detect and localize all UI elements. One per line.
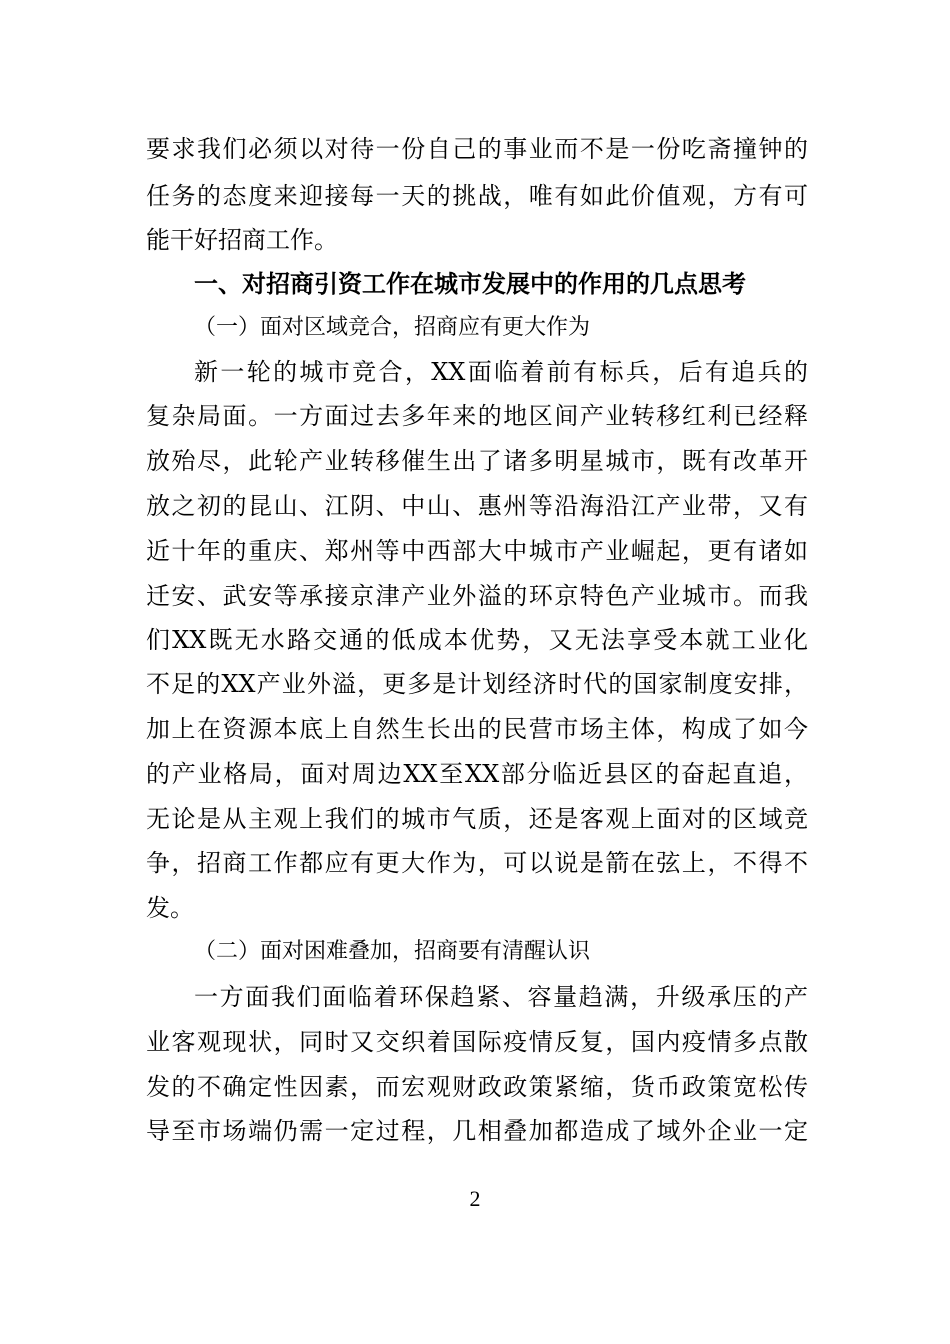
subsection-heading-2: （二）面对困难叠加，招商要有清醒认识 xyxy=(194,939,591,964)
paragraph-line: 发。 xyxy=(146,894,194,922)
paragraph-line: 争，招商工作都应有更大作为，可以说是箭在弦上，不得不 xyxy=(146,849,808,877)
paragraph-line: 能干好招商工作。 xyxy=(146,226,338,254)
paragraph-line: 一方面我们面临着环保趋紧、容量趋满，升级承压的产 xyxy=(194,983,808,1011)
paragraph-line: 业客观现状，同时又交织着国际疫情反复，国内疫情多点散 xyxy=(146,1028,808,1056)
paragraph-line: 近十年的重庆、郑州等中西部大中城市产业崛起，更有诸如 xyxy=(146,537,808,565)
paragraph-line: 迁安、武安等承接京津产业外溢的环京特色产业城市。而我 xyxy=(146,582,808,610)
paragraph-line: 加上在资源本底上自然生长出的民营市场主体，构成了如今 xyxy=(146,715,808,743)
paragraph-line: 要求我们必须以对待一份自己的事业而不是一份吃斋撞钟的 xyxy=(146,135,808,163)
paragraph-line: 放殆尽，此轮产业转移催生出了诸多明星城市，既有改革开 xyxy=(146,447,808,475)
paragraph-line: 们XX既无水路交通的低成本优势，又无法享受本就工业化 xyxy=(146,626,808,654)
paragraph-line: 无论是从主观上我们的城市气质，还是客观上面对的区域竞 xyxy=(146,805,808,833)
subsection-heading-1: （一）面对区域竞合，招商应有更大作为 xyxy=(194,315,591,340)
paragraph-line: 导至市场端仍需一定过程，几相叠加都造成了域外企业一定 xyxy=(146,1117,808,1145)
paragraph-line: 不足的XX产业外溢，更多是计划经济时代的国家制度安排， xyxy=(146,670,808,698)
paragraph-line: 放之初的昆山、江阴、中山、惠州等沿海沿江产业带，又有 xyxy=(146,492,808,520)
section-heading: 一、对招商引资工作在城市发展中的作用的几点思考 xyxy=(194,270,746,298)
paragraph-line: 复杂局面。一方面过去多年来的地区间产业转移红利已经释 xyxy=(146,402,808,430)
paragraph-line: 的产业格局，面对周边XX至XX部分临近县区的奋起直追， xyxy=(146,760,808,788)
paragraph-line: 新一轮的城市竞合，XX面临着前有标兵，后有追兵的 xyxy=(194,358,808,386)
paragraph-line: 任务的态度来迎接每一天的挑战，唯有如此价值观，方有可 xyxy=(146,182,808,210)
paragraph-line: 发的不确定性因素，而宏观财政政策紧缩，货币政策宽松传 xyxy=(146,1073,808,1101)
page-number: 2 xyxy=(469,1186,481,1211)
